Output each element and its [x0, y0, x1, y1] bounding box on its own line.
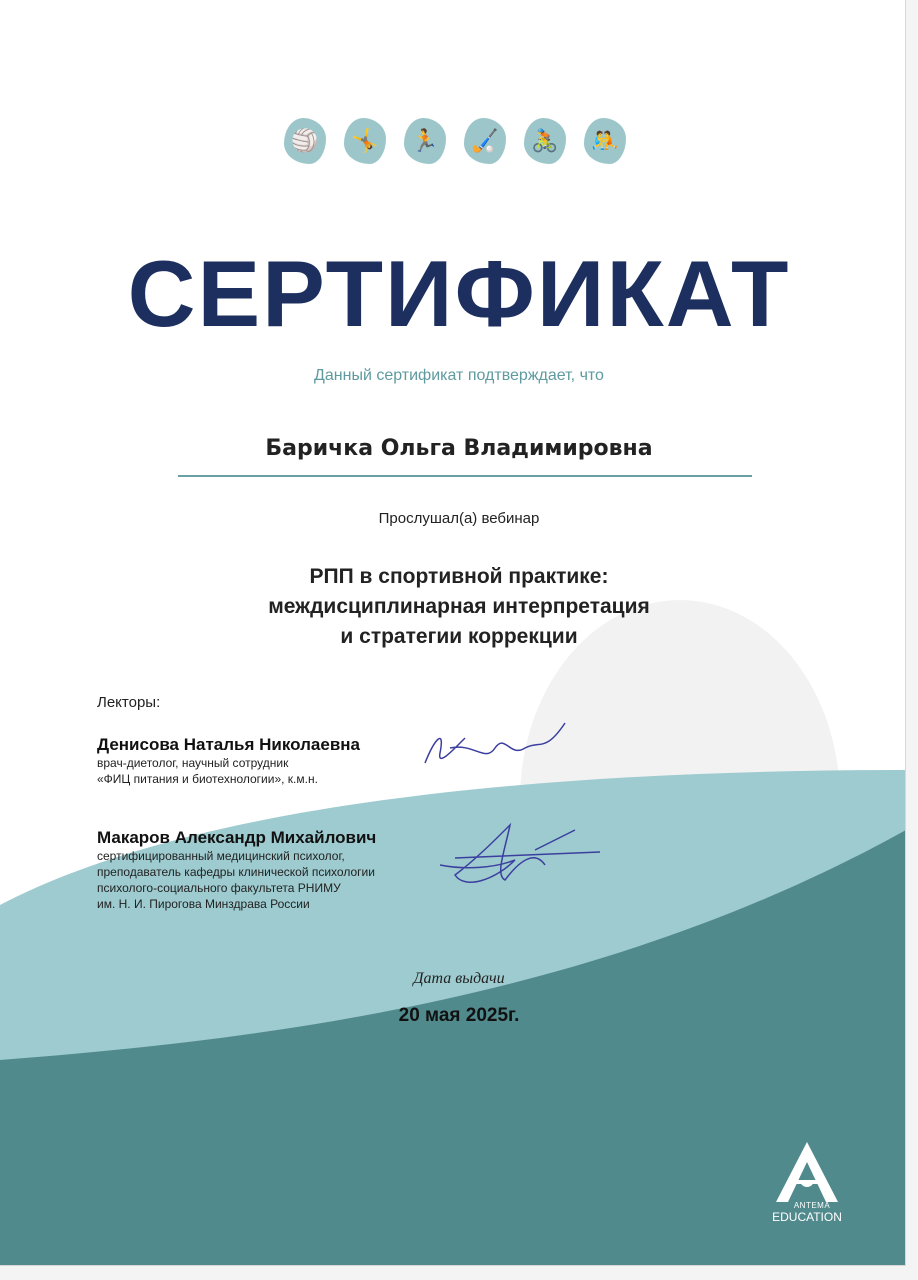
cycling-icon: 🚴 — [524, 118, 566, 164]
lecturer-desc: психолого-социального факультета РНИМУ — [97, 881, 341, 895]
date-label: Дата выдачи — [413, 970, 505, 987]
lecturer — [97, 828, 376, 912]
lecturer — [97, 735, 360, 787]
subtitle: Данный сертификат подтверждает, что — [314, 367, 604, 384]
divider — [178, 475, 752, 477]
signature-denisova — [415, 718, 575, 778]
logo-a-icon — [772, 1140, 842, 1202]
lecturer-desc: сертифицированный медицинский психолог, — [97, 849, 345, 863]
hockey-icon: 🏑 — [464, 118, 506, 164]
certificate-title: СЕРТИФИКАТ — [127, 241, 791, 346]
lecturer-desc: врач-диетолог, научный сотрудник — [97, 756, 289, 770]
webinar-title-line: и стратегии коррекции — [340, 625, 578, 648]
issue-date: 20 мая 2025г. — [398, 1005, 520, 1026]
antema-logo — [757, 1140, 857, 1224]
webinar-title-line: междисциплинарная интерпретация — [268, 595, 650, 618]
sprint-icon: 🏃 — [404, 118, 446, 164]
logo-antema: ANTEMA — [793, 1201, 831, 1210]
volleyball-icon: 🏐 — [284, 118, 326, 164]
webinar-title — [0, 562, 906, 652]
webinar-title-line: РПП в спортивной практике: — [309, 565, 609, 588]
sport-icons — [284, 118, 626, 164]
wrestling-icon: 🤼 — [584, 118, 626, 164]
recipient-name: Баричка Ольга Владимировна — [265, 436, 653, 461]
signature-makarov — [435, 820, 605, 895]
attended-label: Прослушал(а) вебинар — [378, 510, 540, 527]
gymnastics-icon: 🤸 — [344, 118, 386, 164]
logo-education: EDUCATION — [772, 1210, 842, 1224]
lecturer-desc: им. Н. И. Пирогова Минздрава России — [97, 897, 310, 911]
lecturer-name: Макаров Александр Михайлович — [97, 828, 377, 847]
lecturer-desc: «ФИЦ питания и биотехнологии», к.м.н. — [97, 772, 318, 786]
lecturer-name: Денисова Наталья Николаевна — [97, 735, 360, 754]
lecturers-label: Лекторы: — [97, 694, 161, 711]
lecturer-desc: преподаватель кафедры клинической психологии — [97, 865, 375, 879]
